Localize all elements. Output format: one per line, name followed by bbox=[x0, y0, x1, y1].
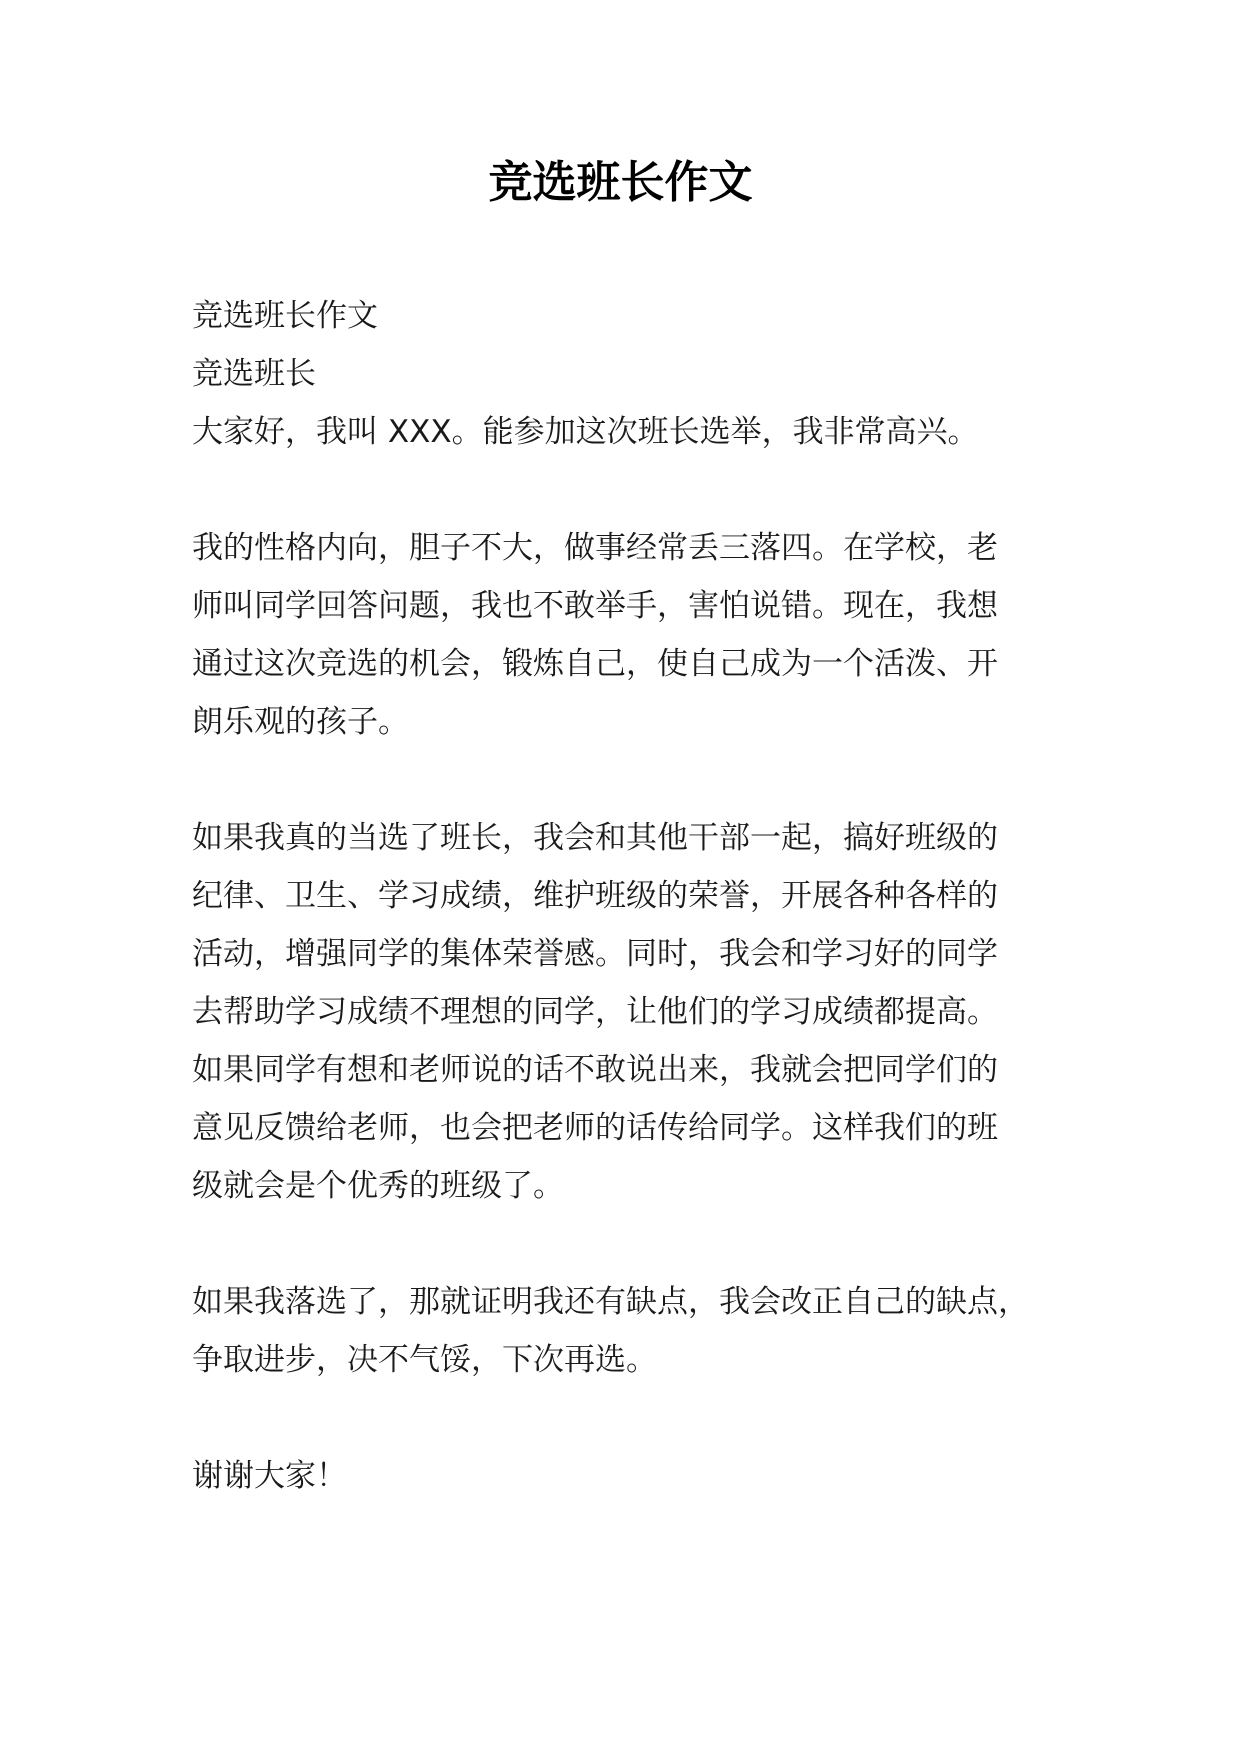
paragraph-spacer bbox=[192, 751, 1072, 809]
paragraph-plans bbox=[192, 809, 1072, 1215]
text-line: 如果同学有想和老师说的话不敢说出来，我就会把同学们的 bbox=[192, 1052, 998, 1088]
text-line: 去帮助学习成绩不理想的同学，让他们的学习成绩都提高。 bbox=[192, 994, 998, 1030]
essay-heading-line: 竞选班长作文 bbox=[192, 298, 378, 334]
closing-line: 谢谢大家！ bbox=[192, 1458, 347, 1494]
text-line: 朗乐观的孩子。 bbox=[192, 704, 409, 740]
essay-subheading-line: 竞选班长 bbox=[192, 356, 316, 392]
text-line: 如果我真的当选了班长，我会和其他干部一起，搞好班级的 bbox=[192, 820, 998, 856]
text-line: 意见反馈给老师，也会把老师的话传给同学。这样我们的班 bbox=[192, 1110, 998, 1146]
intro-line: 大家好，我叫 XXX。能参加这次班长选举，我非常高兴。 bbox=[192, 414, 979, 450]
text-line: 我的性格内向，胆子不大，做事经常丢三落四。在学校，老 bbox=[192, 530, 998, 566]
text-line: 通过这次竞选的机会，锻炼自己，使自己成为一个活泼、开 bbox=[192, 646, 998, 682]
document-body bbox=[192, 287, 1072, 1505]
text-line: 争取进步，决不气馁，下次再选。 bbox=[192, 1342, 657, 1378]
text-line: 活动，增强同学的集体荣誉感。同时，我会和学习好的同学 bbox=[192, 936, 998, 972]
text-line: 师叫同学回答问题，我也不敢举手，害怕说错。现在，我想 bbox=[192, 588, 998, 624]
paragraph-spacer bbox=[192, 461, 1072, 519]
paragraph-spacer bbox=[192, 1389, 1072, 1447]
text-line: 级就会是个优秀的班级了。 bbox=[192, 1168, 564, 1204]
paragraph-personality bbox=[192, 519, 1072, 751]
paragraph-if-lost bbox=[192, 1273, 1072, 1389]
text-line: 纪律、卫生、学习成绩，维护班级的荣誉，开展各种各样的 bbox=[192, 878, 998, 914]
paragraph-spacer bbox=[192, 1215, 1072, 1273]
text-line: 如果我落选了，那就证明我还有缺点，我会改正自己的缺点， bbox=[192, 1284, 1029, 1320]
document-title: 竞选班长作文 bbox=[488, 157, 753, 208]
